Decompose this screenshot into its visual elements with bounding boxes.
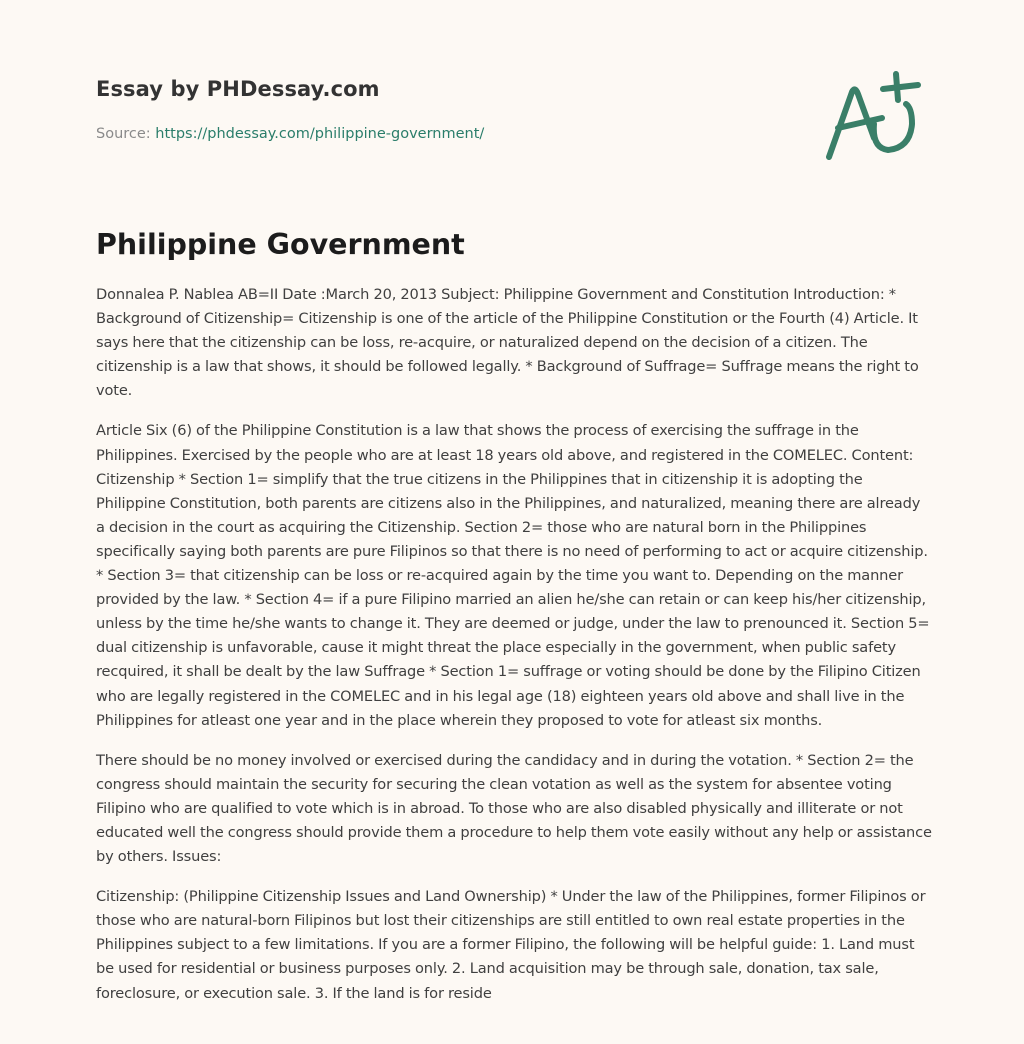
source-label: Source: <box>96 126 151 142</box>
page-header <box>96 74 928 142</box>
essay-paragraph: Donnalea P. Nablea AB=II Date :March 20, 2013 Subject: Philippine Government and Constitution Introduction: * Background of Citizenship= Citizenship is one of the article of the Philippine Constitution or the Fourth (4) Article. It says here that the citizenship can be loss, re-acquire, or naturalized depend on the decision of a citizen. The citizenship is a law that shows, it should be followed legally. * Background of Suffrage= Suffrage means the right to vote. <box>96 286 919 400</box>
essay-paragraph: Citizenship: (Philippine Citizenship Issues and Land Ownership) * Under the law of the Philippines, former Filipinos or those who are natural-born Filipinos but lost their citizenships are still entitled to own real estate properties in the Philippines subject to a few limitations. If you are a former Filipino, the following will be helpful guide: 1. Land must be used for residential or business purposes only. 2. Land acquisition may be through sale, donation, tax sale, foreclosure, or execution sale. 3. If the land is for reside <box>96 888 926 1002</box>
source-line <box>96 124 484 144</box>
essay-title: Philippine Government <box>96 228 465 261</box>
essay-paragraph: There should be no money involved or exercised during the candidacy and in during the votation. * Section 2= the congress should maintain the security for securing the clean votation as well as the system for absentee voting Filipino who are qualified to vote which is in abroad. To those who are also disabled physically and illiterate or not educated well the congress should provide them a procedure to help them vote easily without any help or assistance by others. Issues: <box>96 751 932 866</box>
source-link[interactable]: https://phdessay.com/philippine-government/ <box>155 126 485 142</box>
a-plus-grade-icon <box>822 68 928 164</box>
brand-title: Essay by PHDessay.com <box>96 77 380 101</box>
essay-body <box>96 283 932 1022</box>
essay-paragraph: Article Six (6) of the Philippine Constitution is a law that shows the process of exercising the suffrage in the Philippines. Exercised by the people who are at least 18 years old above, and registered in the COMELEC. Content: Citizenship * Section 1= simplify that the true citizens in the Philippines that in citizenship it is adopting the Philippine Constitution, both parents are citizens also in the Philippines, and naturalized, meaning there are already a decision in the court as acquiring the Citizenship. Section 2= those who are natural born in the Philippines specifically saying both parents are pure Filipinos so that there is no need of performing to act or acquire citizenship. * Section 3= that citizenship can be loss or re-acquired again by the time you want to. Depending on the manner provided by the law. * Section 4= if a pure Filipino married an alien he/she can retain or can keep his/her citizenship, unless by the time he/she wants to change it. They are deemed or judge, under the law to prenounced it. Section 5= dual citizenship is unfavorable, cause it might threat the place especially in the government, when public safety recquired, it shall be dealt by the law Suffrage * Section 1= suffrage or voting should be done by the Filipino Citizen who are legally registered in the COMELEC and in his legal age (18) eighteen years old above and shall live in the Philippines for atleast one year and in the place wherein they proposed to vote for atleast six months. <box>96 422 930 729</box>
